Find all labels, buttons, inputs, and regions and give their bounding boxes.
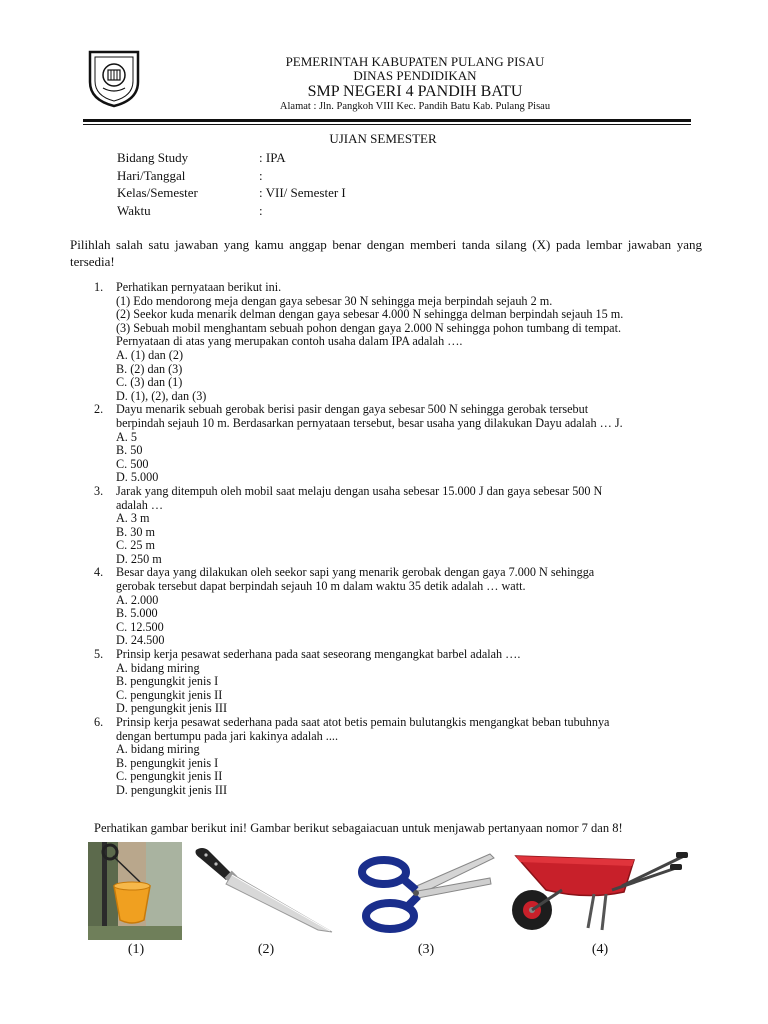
question-number: 4. [94, 565, 104, 580]
answer-option: C. pengungkit jenis II [116, 687, 223, 702]
info-row-time [117, 202, 417, 220]
question-number: 6. [94, 715, 104, 729]
info-label: Hari/Tanggal [117, 167, 186, 183]
info-label: Kelas/Semester [117, 185, 198, 200]
question-6 [94, 716, 704, 798]
answer-option: D. 5.000 [116, 470, 159, 485]
question-text: gerobak tersebut dapat berpindah sejauh 10 m dalam waktu 35 detik adalah … watt. [116, 579, 526, 594]
question-text: (2) Seekor kuda menarik delman dengan gaya sebesar 4.000 N sehingga delman berpindah sejauh 15 m. [116, 307, 624, 322]
figure-caption-2: (2) [257, 942, 275, 957]
answer-option: A. bidang miring [116, 742, 200, 757]
question-3 [94, 485, 704, 567]
wheelbarrow-image [506, 846, 690, 938]
info-value: : VII/ Semester I [259, 185, 346, 200]
answer-option: C. 25 m [116, 538, 155, 553]
answer-option: A. 5 [116, 429, 137, 444]
answer-option: A. 2.000 [116, 592, 159, 607]
answer-option: C. 12.500 [116, 619, 164, 634]
question-text: Prinsip kerja pesawat sederhana pada saat seseorang mengangkat barbel adalah …. [116, 647, 521, 662]
question-text: adalah … [116, 497, 164, 512]
school-logo [86, 48, 142, 108]
info-row-class [117, 184, 417, 202]
info-value: : IPA [259, 150, 286, 165]
answer-option: B. 50 [116, 443, 143, 458]
instruction-text: Pilihlah salah satu jawaban yang kamu anggap benar dengan memberi tanda silang (X) pada lembar jawaban yang tersedia! [70, 237, 702, 269]
info-row-date [117, 167, 417, 185]
info-value: : [259, 202, 263, 218]
answer-option: D. 24.500 [116, 633, 165, 648]
answer-option: D. pengungkit jenis III [116, 701, 228, 716]
question-number: 5. [94, 647, 104, 662]
question-text: dengan bertumpu pada jari kakinya adalah .... [116, 728, 338, 743]
answer-option: C. pengungkit jenis II [116, 769, 223, 784]
info-label: Bidang Study [117, 150, 189, 165]
answer-option: D. pengungkit jenis III [116, 782, 228, 797]
school-name: SMP NEGERI 4 PANDIH BATU [307, 83, 523, 100]
department-title: DINAS PENDIDIKAN [353, 68, 477, 83]
figure-caption-4: (4) [591, 942, 609, 957]
answer-option: B. pengungkit jenis I [116, 755, 219, 770]
answer-option: C. (3) dan (1) [116, 375, 183, 390]
figure-instruction: Perhatikan gambar berikut ini! Gambar berikut sebagaiacuan untuk menjawab pertanyaan nomor 7 dan 8! [94, 821, 623, 835]
question-number: 2. [94, 402, 104, 417]
info-value: : [259, 167, 263, 183]
answer-option: B. (2) dan (3) [116, 361, 183, 376]
knife-image [192, 844, 338, 936]
exam-info [117, 149, 417, 219]
info-label: Waktu [117, 202, 151, 218]
question-4 [94, 566, 704, 648]
question-list [94, 281, 704, 798]
answer-option: A. (1) dan (2) [116, 347, 184, 362]
question-text: Prinsip kerja pesawat sederhana pada saat atot betis pemain bulutangkis mengangkat beban tubuhnya [116, 715, 610, 729]
government-title: PEMERINTAH KABUPATEN PULANG PISAU [285, 54, 545, 69]
question-number: 1. [94, 280, 104, 294]
figure-caption-1: (1) [127, 942, 145, 957]
header-divider-thick [83, 119, 691, 122]
question-text: Besar daya yang dilakukan oleh seekor sapi yang menarik gerobak dengan gaya 7.000 N sehingga [116, 565, 595, 580]
answer-option: C. 500 [116, 456, 149, 471]
info-row-subject [117, 149, 417, 167]
answer-option: B. 5.000 [116, 606, 158, 621]
header-divider-thin [83, 124, 691, 125]
question-5 [94, 648, 704, 716]
figure-caption-3: (3) [417, 942, 435, 957]
bucket-pulley-image [88, 842, 182, 940]
answer-option: A. bidang miring [116, 660, 200, 675]
question-text: Dayu menarik sebuah gerobak berisi pasir dengan gaya sebesar 500 N sehingga gerobak tersebut [116, 402, 589, 417]
question-text: Perhatikan pernyataan berikut ini. [116, 280, 282, 294]
answer-option: B. 30 m [116, 524, 155, 539]
question-text: berpindah sejauh 10 m. Berdasarkan pernyataan tersebut, besar usaha yang dilakukan Dayu adalah … J. [116, 415, 623, 430]
answer-option: D. 250 m [116, 551, 162, 566]
question-text: (3) Sebuah mobil menghantam sebuah pohon dengan gaya 2.000 N sehingga pohon tumbang di tempat. [116, 320, 622, 335]
question-number: 3. [94, 483, 104, 498]
question-text: Jarak yang ditempuh oleh mobil saat melaju dengan usaha sebesar 15.000 J dan gaya sebesar 500 N [116, 483, 603, 498]
question-2 [94, 403, 704, 485]
answer-option: B. pengungkit jenis I [116, 674, 219, 689]
answer-option: A. 3 m [116, 511, 150, 526]
question-text: (1) Edo mendorong meja dengan gaya sebesar 30 N sehingga meja berpindah sejauh 2 m. [116, 293, 553, 308]
school-address: Alamat : Jln. Pangkoh VIII Kec. Pandih Batu Kab. Pulang Pisau [279, 101, 551, 112]
exam-title: UJIAN SEMESTER [329, 131, 437, 146]
answer-option: D. (1), (2), dan (3) [116, 388, 207, 403]
scissors-image [350, 848, 496, 938]
question-text: Pernyataan di atas yang merupakan contoh usaha dalam IPA adalah …. [116, 334, 463, 349]
question-1 [94, 281, 704, 403]
